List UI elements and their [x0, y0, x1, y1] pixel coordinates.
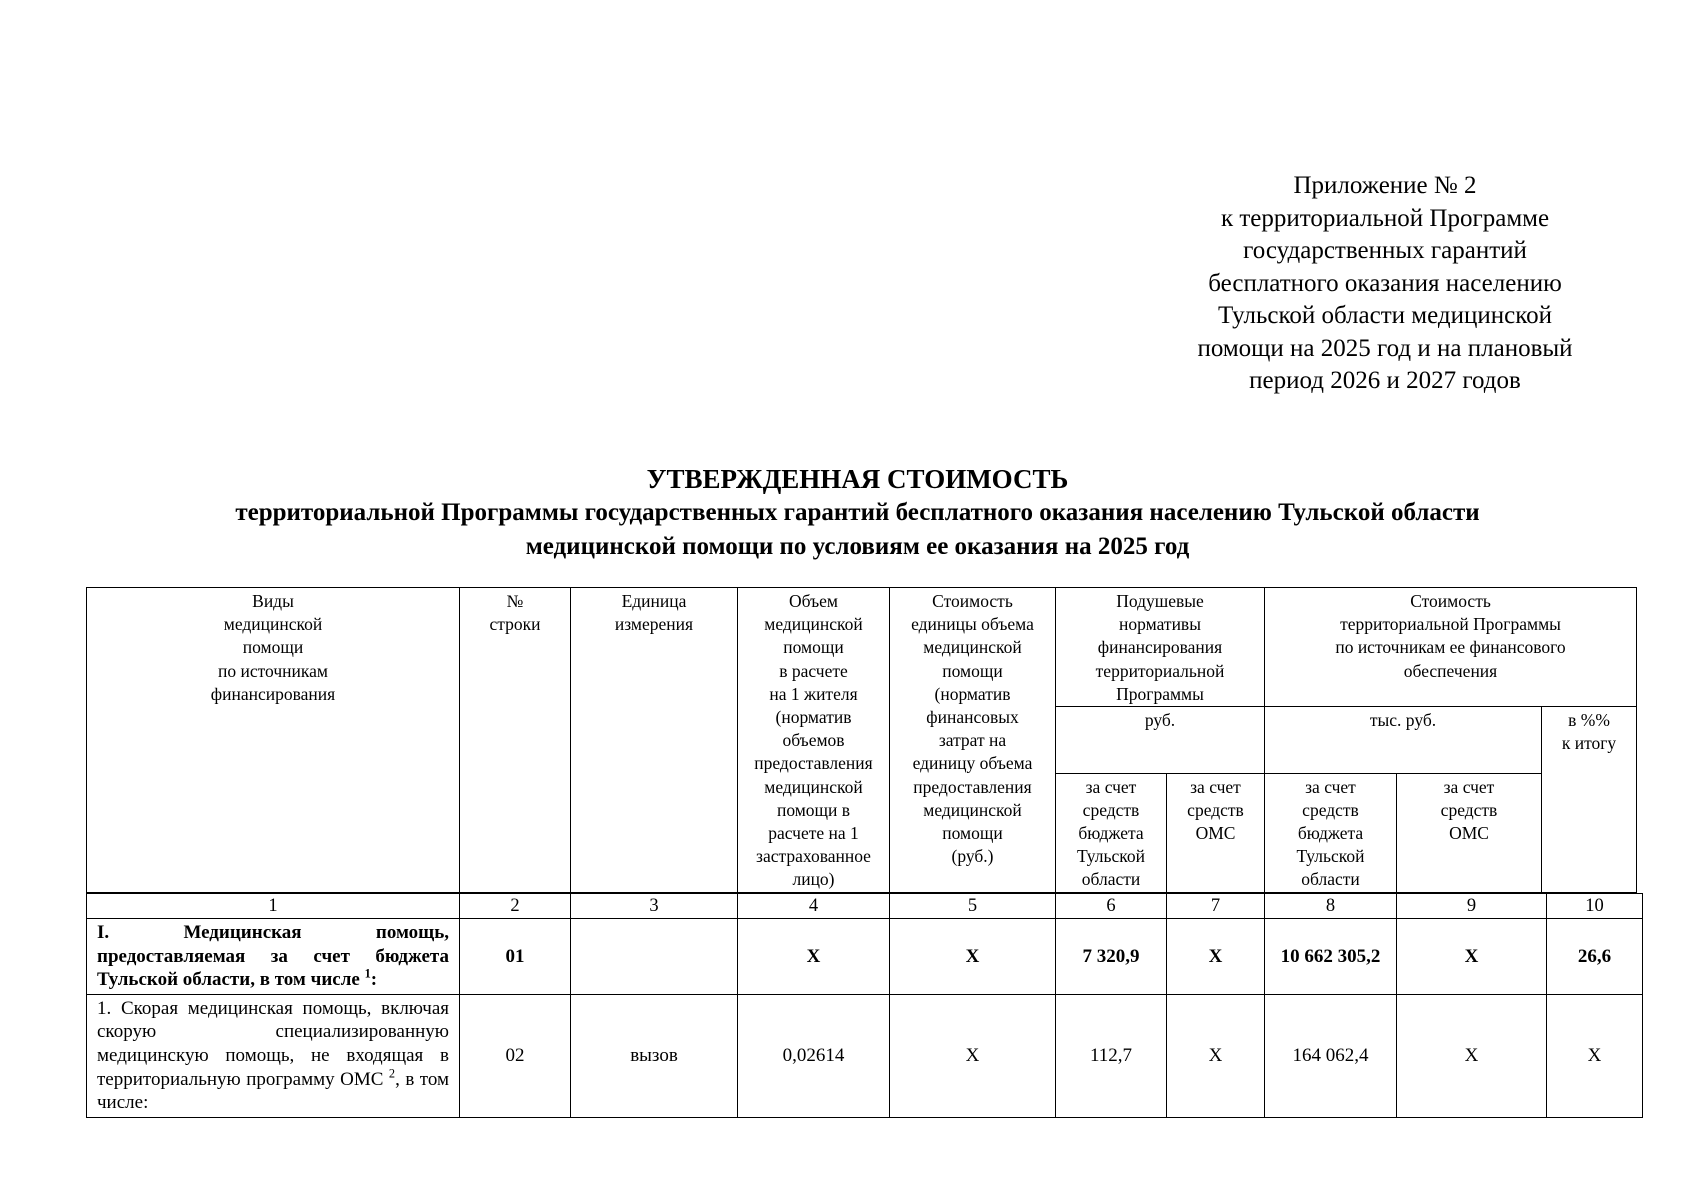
row-name: 1. Скорая медицинская помощь, включая скорую специализированную медицинскую помощь, не входящая в территориальную программу ОМС $^2$, в том числе:: [87, 994, 460, 1117]
header-rub: руб.: [1056, 707, 1265, 774]
header-unit: Единица измерения: [571, 588, 738, 893]
row-unit-cost: Х: [890, 919, 1056, 995]
header-percent-total: в %% к итогу: [1542, 707, 1637, 893]
table-row: [87, 994, 1643, 1117]
row-per-capita-oms: Х: [1167, 919, 1265, 995]
header-row-number: № строки: [460, 588, 571, 893]
row-per-capita-budget: 7 320,9: [1056, 919, 1167, 995]
column-number: 3: [571, 894, 738, 919]
row-number: 01: [460, 919, 571, 995]
appendix-line: Приложение № 2: [1293, 172, 1477, 199]
appendix-line: помощи на 2025 год и на плановый: [1197, 334, 1573, 362]
header-volume: Объем медицинской помощи в расчете на 1 жителя (норматив объемов предоставления медицинской помощи в расчете на 1 застрахованное лицо): [738, 588, 890, 893]
document-title-block: [80, 462, 1635, 564]
column-number: 6: [1056, 894, 1167, 919]
row-unit-cost: Х: [890, 994, 1056, 1117]
row-per-capita-budget: 112,7: [1056, 994, 1167, 1117]
column-number: 4: [738, 894, 890, 919]
header-per-capita: Подушевые нормативы финансирования территориальной Программы: [1056, 588, 1265, 707]
header-types-of-care: Виды медицинской помощи по источникам финансирования: [87, 588, 460, 893]
row-name: I. Медицинская помощь, предоставляемая за счет бюджета Тульской области, в том числе $^1$:: [87, 919, 460, 995]
column-number: 8: [1265, 894, 1397, 919]
row-volume: 0,02614: [738, 994, 890, 1117]
table-header: [86, 587, 1637, 893]
column-number-row: [87, 894, 1643, 919]
appendix-line: период 2026 и 2027 годов: [1249, 367, 1521, 394]
row-cost-oms: Х: [1397, 994, 1547, 1117]
appendix-line: государственных гарантий: [1243, 237, 1527, 264]
header-oms: за счет средств ОМС: [1397, 773, 1542, 892]
document-subtitle-line2: медицинской помощи по условиям ее оказания на 2025 год: [525, 533, 1190, 560]
row-percent: Х: [1547, 994, 1643, 1117]
document-title: УТВЕРЖДЕННАЯ СТОИМОСТЬ: [646, 464, 1069, 494]
row-cost-oms: Х: [1397, 919, 1547, 995]
column-number: 1: [87, 894, 460, 919]
header-thousand-rub: тыс. руб.: [1265, 707, 1542, 774]
row-unit: вызов: [571, 994, 738, 1117]
header-oms: за счет средств ОМС: [1167, 773, 1265, 892]
row-cost-budget: 164 062,4: [1265, 994, 1397, 1117]
header-budget-tula: за счет средств бюджета Тульской области: [1056, 773, 1167, 892]
column-number: 7: [1167, 894, 1265, 919]
row-cost-budget: 10 662 305,2: [1265, 919, 1397, 995]
column-number: 10: [1547, 894, 1643, 919]
appendix-line: бесплатного оказания населению: [1208, 269, 1562, 297]
row-unit: [571, 919, 738, 995]
row-percent: 26,6: [1547, 919, 1643, 995]
appendix-line: Тульской области медицинской: [1218, 302, 1552, 329]
column-number: 5: [890, 894, 1056, 919]
header-unit-cost: Стоимость единицы объема медицинской помощи (норматив финансовых затрат на единицу объема предоставления медицинской помощи (руб.): [890, 588, 1056, 893]
column-number: 2: [460, 894, 571, 919]
table-row: [87, 919, 1643, 995]
header-budget-tula: за счет средств бюджета Тульской области: [1265, 773, 1397, 892]
header-program-cost: Стоимость территориальной Программы по источникам ее финансового обеспечения: [1265, 588, 1637, 707]
appendix-block: [1125, 170, 1645, 398]
row-number: 02: [460, 994, 571, 1117]
table-body: [86, 893, 1643, 1118]
document-subtitle-line1: территориальной Программы государственных гарантий бесплатного оказания населению Тульской области: [235, 499, 1480, 526]
row-per-capita-oms: Х: [1167, 994, 1265, 1117]
row-volume: Х: [738, 919, 890, 995]
appendix-line: к территориальной Программе: [1220, 204, 1550, 232]
column-number: 9: [1397, 894, 1547, 919]
